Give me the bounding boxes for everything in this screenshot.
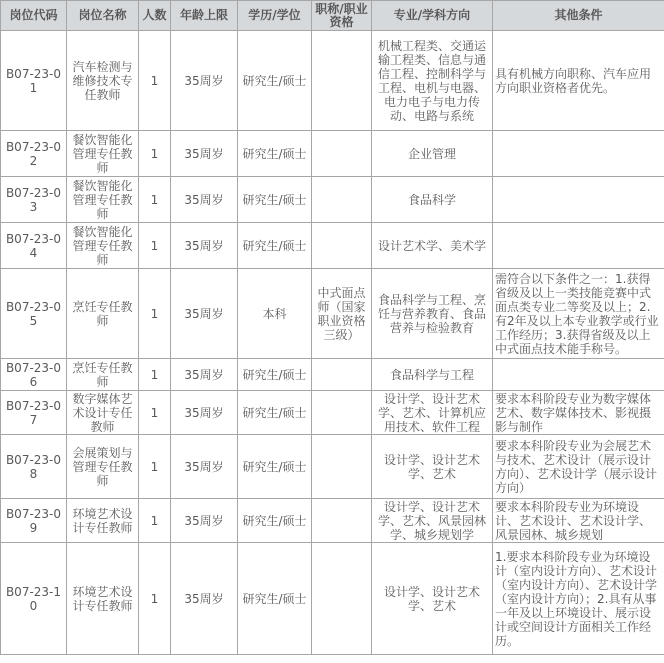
table-row [1,223,664,269]
cell-other: 要求本科阶段专业为环境设计、艺术设计、艺术设计学、风景园林、城乡规划 [493,499,664,543]
header-code: 岗位代码 [1,1,67,31]
cell-age: 35周岁 [171,31,238,131]
cell-name: 汽车检测与维修技术专任教师 [67,31,139,131]
cell-code: B07-23-03 [1,177,67,223]
header-education: 学历/学位 [238,1,312,31]
cell-count: 1 [139,435,171,499]
cell-code: B07-23-04 [1,223,67,269]
cell-count: 1 [139,269,171,359]
cell-other: 需符合以下条件之一：1.获得省级及以上一类技能竞赛中式面点类专业二等奖及以上；2.有2年及以上本专业教学或行业工作经历；3.获得省级及以上中式面点技术能手称号。 [493,269,664,359]
cell-name: 餐饮智能化管理专任教师 [67,131,139,177]
cell-title [312,391,372,435]
cell-education: 研究生/硕士 [238,223,312,269]
cell-code: B07-23-09 [1,499,67,543]
cell-major: 设计学、设计艺术学、艺术、计算机应用技术、软件工程 [372,391,493,435]
cell-title [312,31,372,131]
cell-other: 1.要求本科阶段专业为环境设计（室内设计方向）、艺术设计（室内设计方向）、艺术设计学（室内设计方向）；2.具有从事一年及以上环境设计、展示设计或空间设计方面相关工作经历。 [493,543,664,655]
cell-code: B07-23-07 [1,391,67,435]
table-row [1,131,664,177]
cell-count: 1 [139,359,171,391]
header-other: 其他条件 [493,1,664,31]
header-major: 专业/学科方向 [372,1,493,31]
cell-code: B07-23-06 [1,359,67,391]
cell-other [493,131,664,177]
cell-name: 餐饮智能化管理专任教师 [67,177,139,223]
table-row [1,435,664,499]
cell-major: 设计学、设计艺术学、艺术 [372,543,493,655]
cell-other: 具有机械方向职称、汽车应用方向职业资格者优先。 [493,31,664,131]
header-age: 年龄上限 [171,1,238,31]
cell-count: 1 [139,177,171,223]
cell-other: 要求本科阶段专业为会展艺术与技术、艺术设计（展示设计方向）、艺术设计学（展示设计方向） [493,435,664,499]
cell-title [312,177,372,223]
cell-major: 设计艺术学、美术学 [372,223,493,269]
cell-major: 设计学、设计艺术学、艺术、风景园林学、城乡规划学 [372,499,493,543]
cell-other [493,223,664,269]
cell-age: 35周岁 [171,543,238,655]
table-row [1,391,664,435]
cell-age: 35周岁 [171,391,238,435]
cell-other [493,359,664,391]
cell-name: 会展策划与管理专任教师 [67,435,139,499]
cell-other [493,177,664,223]
cell-major: 食品科学与工程、烹饪与营养教育、食品营养与检验教育 [372,269,493,359]
cell-major: 企业管理 [372,131,493,177]
cell-other: 要求本科阶段专业为数字媒体艺术、数字媒体技术、影视摄影与制作 [493,391,664,435]
cell-title [312,359,372,391]
cell-title [312,435,372,499]
cell-name: 餐饮智能化管理专任教师 [67,223,139,269]
cell-title [312,499,372,543]
cell-code: B07-23-05 [1,269,67,359]
cell-code: B07-23-08 [1,435,67,499]
cell-education: 研究生/硕士 [238,31,312,131]
cell-age: 35周岁 [171,499,238,543]
cell-name: 数字媒体艺术设计专任教师 [67,391,139,435]
header-count: 人数 [139,1,171,31]
cell-education: 研究生/硕士 [238,499,312,543]
table-row [1,499,664,543]
cell-age: 35周岁 [171,131,238,177]
cell-education: 研究生/硕士 [238,131,312,177]
cell-name: 环境艺术设计专任教师 [67,499,139,543]
table-row [1,269,664,359]
cell-age: 35周岁 [171,435,238,499]
cell-code: B07-23-01 [1,31,67,131]
cell-count: 1 [139,223,171,269]
cell-code: B07-23-10 [1,543,67,655]
cell-education: 研究生/硕士 [238,359,312,391]
cell-major: 食品科学与工程 [372,359,493,391]
cell-title: 中式面点师（国家职业资格三级） [312,269,372,359]
cell-education: 本科 [238,269,312,359]
cell-count: 1 [139,499,171,543]
cell-age: 35周岁 [171,177,238,223]
cell-count: 1 [139,543,171,655]
cell-education: 研究生/硕士 [238,177,312,223]
cell-name: 烹饪专任教师 [67,359,139,391]
cell-code: B07-23-02 [1,131,67,177]
table-row [1,31,664,131]
header-row [1,1,664,31]
cell-count: 1 [139,31,171,131]
cell-count: 1 [139,391,171,435]
cell-major: 食品科学 [372,177,493,223]
cell-title [312,131,372,177]
cell-major: 机械工程类、交通运输工程类、信息与通信工程、控制科学与工程、电机与电器、电力电子与电力传动、电路与系统 [372,31,493,131]
table-row [1,177,664,223]
cell-major: 设计学、设计艺术学、艺术 [372,435,493,499]
cell-education: 研究生/硕士 [238,391,312,435]
cell-title [312,543,372,655]
cell-education: 研究生/硕士 [238,543,312,655]
cell-name: 环境艺术设计专任教师 [67,543,139,655]
header-title: 职称/职业资格 [312,1,372,31]
header-name: 岗位名称 [67,1,139,31]
cell-count: 1 [139,131,171,177]
table-row [1,359,664,391]
cell-education: 研究生/硕士 [238,435,312,499]
cell-age: 35周岁 [171,359,238,391]
cell-title [312,223,372,269]
cell-age: 35周岁 [171,269,238,359]
table-row [1,543,664,655]
cell-name: 烹饪专任教师 [67,269,139,359]
cell-age: 35周岁 [171,223,238,269]
